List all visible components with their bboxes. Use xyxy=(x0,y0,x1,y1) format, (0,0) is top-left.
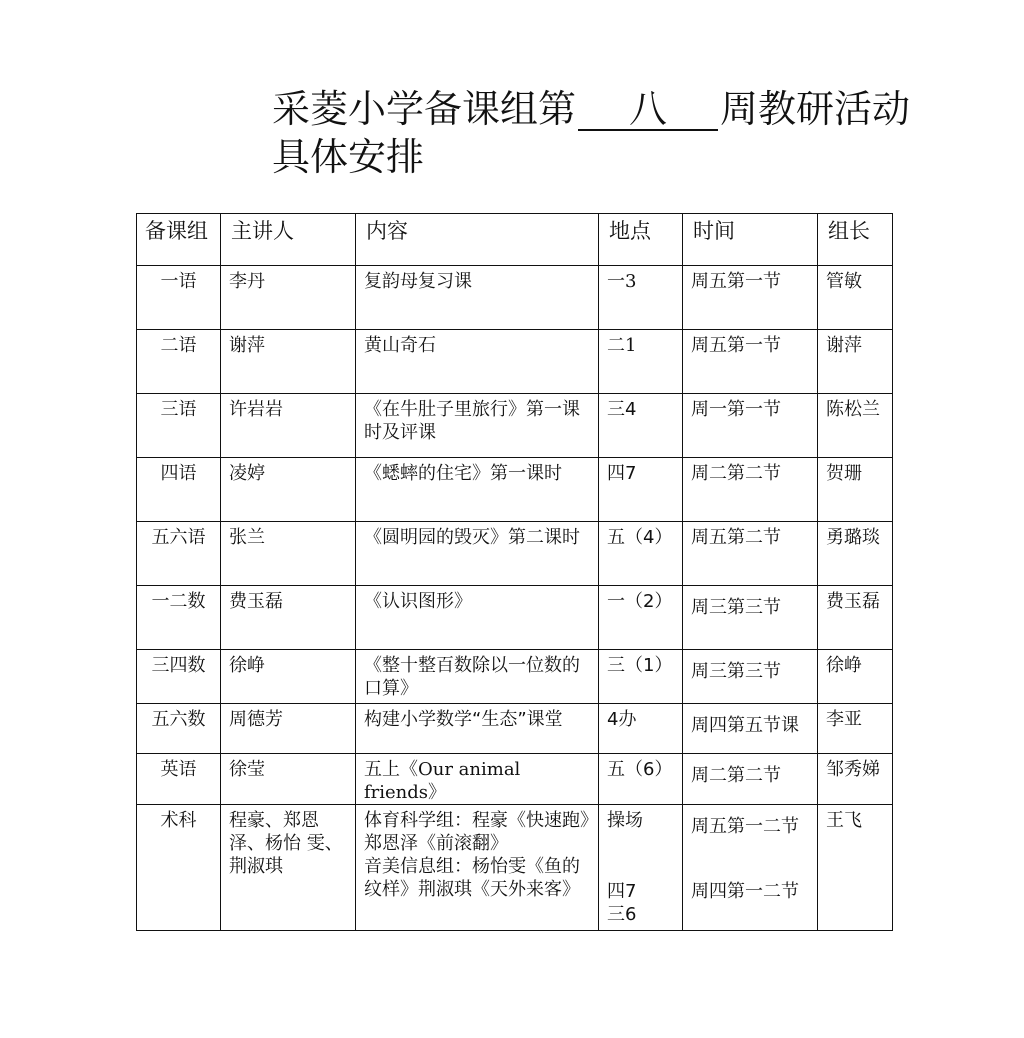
cell-speaker: 徐莹 xyxy=(221,754,356,805)
cell-leader: 陈松兰 xyxy=(818,394,893,458)
cell-group: 三四数 xyxy=(137,650,221,704)
cell-content: 《在牛肚子里旅行》第一课时及评课 xyxy=(356,394,599,458)
cell-content: 五上《Our animal friends》 xyxy=(356,754,599,805)
content-art-group: 音美信息组：杨怡雯《鱼的纹样》荆淑琪《天外来客》 xyxy=(364,856,580,900)
time-art-group: 周四第一二节 xyxy=(691,881,799,902)
cell-content xyxy=(356,805,599,931)
cell-time xyxy=(683,805,818,931)
cell-place: 一3 xyxy=(599,266,683,330)
cell-group: 术科 xyxy=(137,805,221,931)
cell-leader: 邹秀娣 xyxy=(818,754,893,805)
cell-place: 三4 xyxy=(599,394,683,458)
table-row xyxy=(137,458,893,522)
cell-time: 周一第一节 xyxy=(683,394,818,458)
cell-speaker: 李丹 xyxy=(221,266,356,330)
table-row xyxy=(137,704,893,754)
cell-speaker: 许岩岩 xyxy=(221,394,356,458)
table-header-row xyxy=(137,214,893,266)
cell-speaker: 费玉磊 xyxy=(221,586,356,650)
cell-place: 4办 xyxy=(599,704,683,754)
cell-speaker: 凌婷 xyxy=(221,458,356,522)
cell-leader: 王飞 xyxy=(818,805,893,931)
cell-group: 五六语 xyxy=(137,522,221,586)
cell-content: 《整十整百数除以一位数的口算》 xyxy=(356,650,599,704)
schedule-table xyxy=(136,213,893,931)
table-row xyxy=(137,330,893,394)
title-prefix: 采菱小学备课组第 xyxy=(272,87,577,131)
cell-place: 五（6） xyxy=(599,754,683,805)
table-row xyxy=(137,266,893,330)
time-pe-group: 周五第一二节 xyxy=(691,816,799,837)
table-row xyxy=(137,805,893,931)
cell-time: 周四第五节课 xyxy=(683,704,818,754)
table-row xyxy=(137,754,893,805)
cell-group: 英语 xyxy=(137,754,221,805)
page-title-line-2: 具体安排 xyxy=(272,135,425,179)
cell-content: 黄山奇石 xyxy=(356,330,599,394)
table-row xyxy=(137,522,893,586)
cell-group: 四语 xyxy=(137,458,221,522)
place-room-2: 三6 xyxy=(607,904,637,925)
table-row xyxy=(137,650,893,704)
header-place: 地点 xyxy=(599,214,683,266)
title-suffix: 周教研活动 xyxy=(720,87,911,131)
header-time: 时间 xyxy=(683,214,818,266)
cell-place: 三（1） xyxy=(599,650,683,704)
cell-group: 一语 xyxy=(137,266,221,330)
cell-time: 周五第二节 xyxy=(683,522,818,586)
cell-group: 一二数 xyxy=(137,586,221,650)
cell-group: 三语 xyxy=(137,394,221,458)
cell-leader: 费玉磊 xyxy=(818,586,893,650)
cell-speaker: 徐峥 xyxy=(221,650,356,704)
cell-content: 《认识图形》 xyxy=(356,586,599,650)
cell-time: 周三第三节 xyxy=(683,650,818,704)
cell-leader: 贺珊 xyxy=(818,458,893,522)
cell-place: 二1 xyxy=(599,330,683,394)
cell-time: 周五第一节 xyxy=(683,330,818,394)
cell-speaker: 张兰 xyxy=(221,522,356,586)
cell-leader: 徐峥 xyxy=(818,650,893,704)
cell-content: 构建小学数学“生态”课堂 xyxy=(356,704,599,754)
cell-speaker: 谢萍 xyxy=(221,330,356,394)
cell-time: 周五第一节 xyxy=(683,266,818,330)
cell-leader: 李亚 xyxy=(818,704,893,754)
cell-group: 五六数 xyxy=(137,704,221,754)
cell-content: 《圆明园的毁灭》第二课时 xyxy=(356,522,599,586)
cell-place: 五（4） xyxy=(599,522,683,586)
cell-group: 二语 xyxy=(137,330,221,394)
place-playground: 操场 xyxy=(607,810,643,831)
title-week-number: 八 xyxy=(578,89,718,131)
header-group: 备课组 xyxy=(137,214,221,266)
cell-speaker: 周德芳 xyxy=(221,704,356,754)
header-speaker: 主讲人 xyxy=(221,214,356,266)
content-pe-group: 体育科学组：程豪《快速跑》郑恩泽《前滚翻》 xyxy=(364,810,589,854)
cell-time: 周二第二节 xyxy=(683,458,818,522)
table-row xyxy=(137,394,893,458)
page-title xyxy=(272,86,910,132)
header-content: 内容 xyxy=(356,214,599,266)
table-row xyxy=(137,586,893,650)
cell-time: 周二第二节 xyxy=(683,754,818,805)
cell-place: 四7 xyxy=(599,458,683,522)
cell-time: 周三第三节 xyxy=(683,586,818,650)
place-room-1: 四7 xyxy=(607,881,637,902)
cell-content: 复韵母复习课 xyxy=(356,266,599,330)
header-leader: 组长 xyxy=(818,214,893,266)
cell-place xyxy=(599,805,683,931)
cell-leader: 谢萍 xyxy=(818,330,893,394)
cell-speaker: 程豪、郑恩泽、杨怡 雯、荆淑琪 xyxy=(221,805,356,931)
cell-leader: 勇璐琰 xyxy=(818,522,893,586)
cell-content: 《蟋蟀的住宅》第一课时 xyxy=(356,458,599,522)
cell-leader: 管敏 xyxy=(818,266,893,330)
cell-place: 一（2） xyxy=(599,586,683,650)
